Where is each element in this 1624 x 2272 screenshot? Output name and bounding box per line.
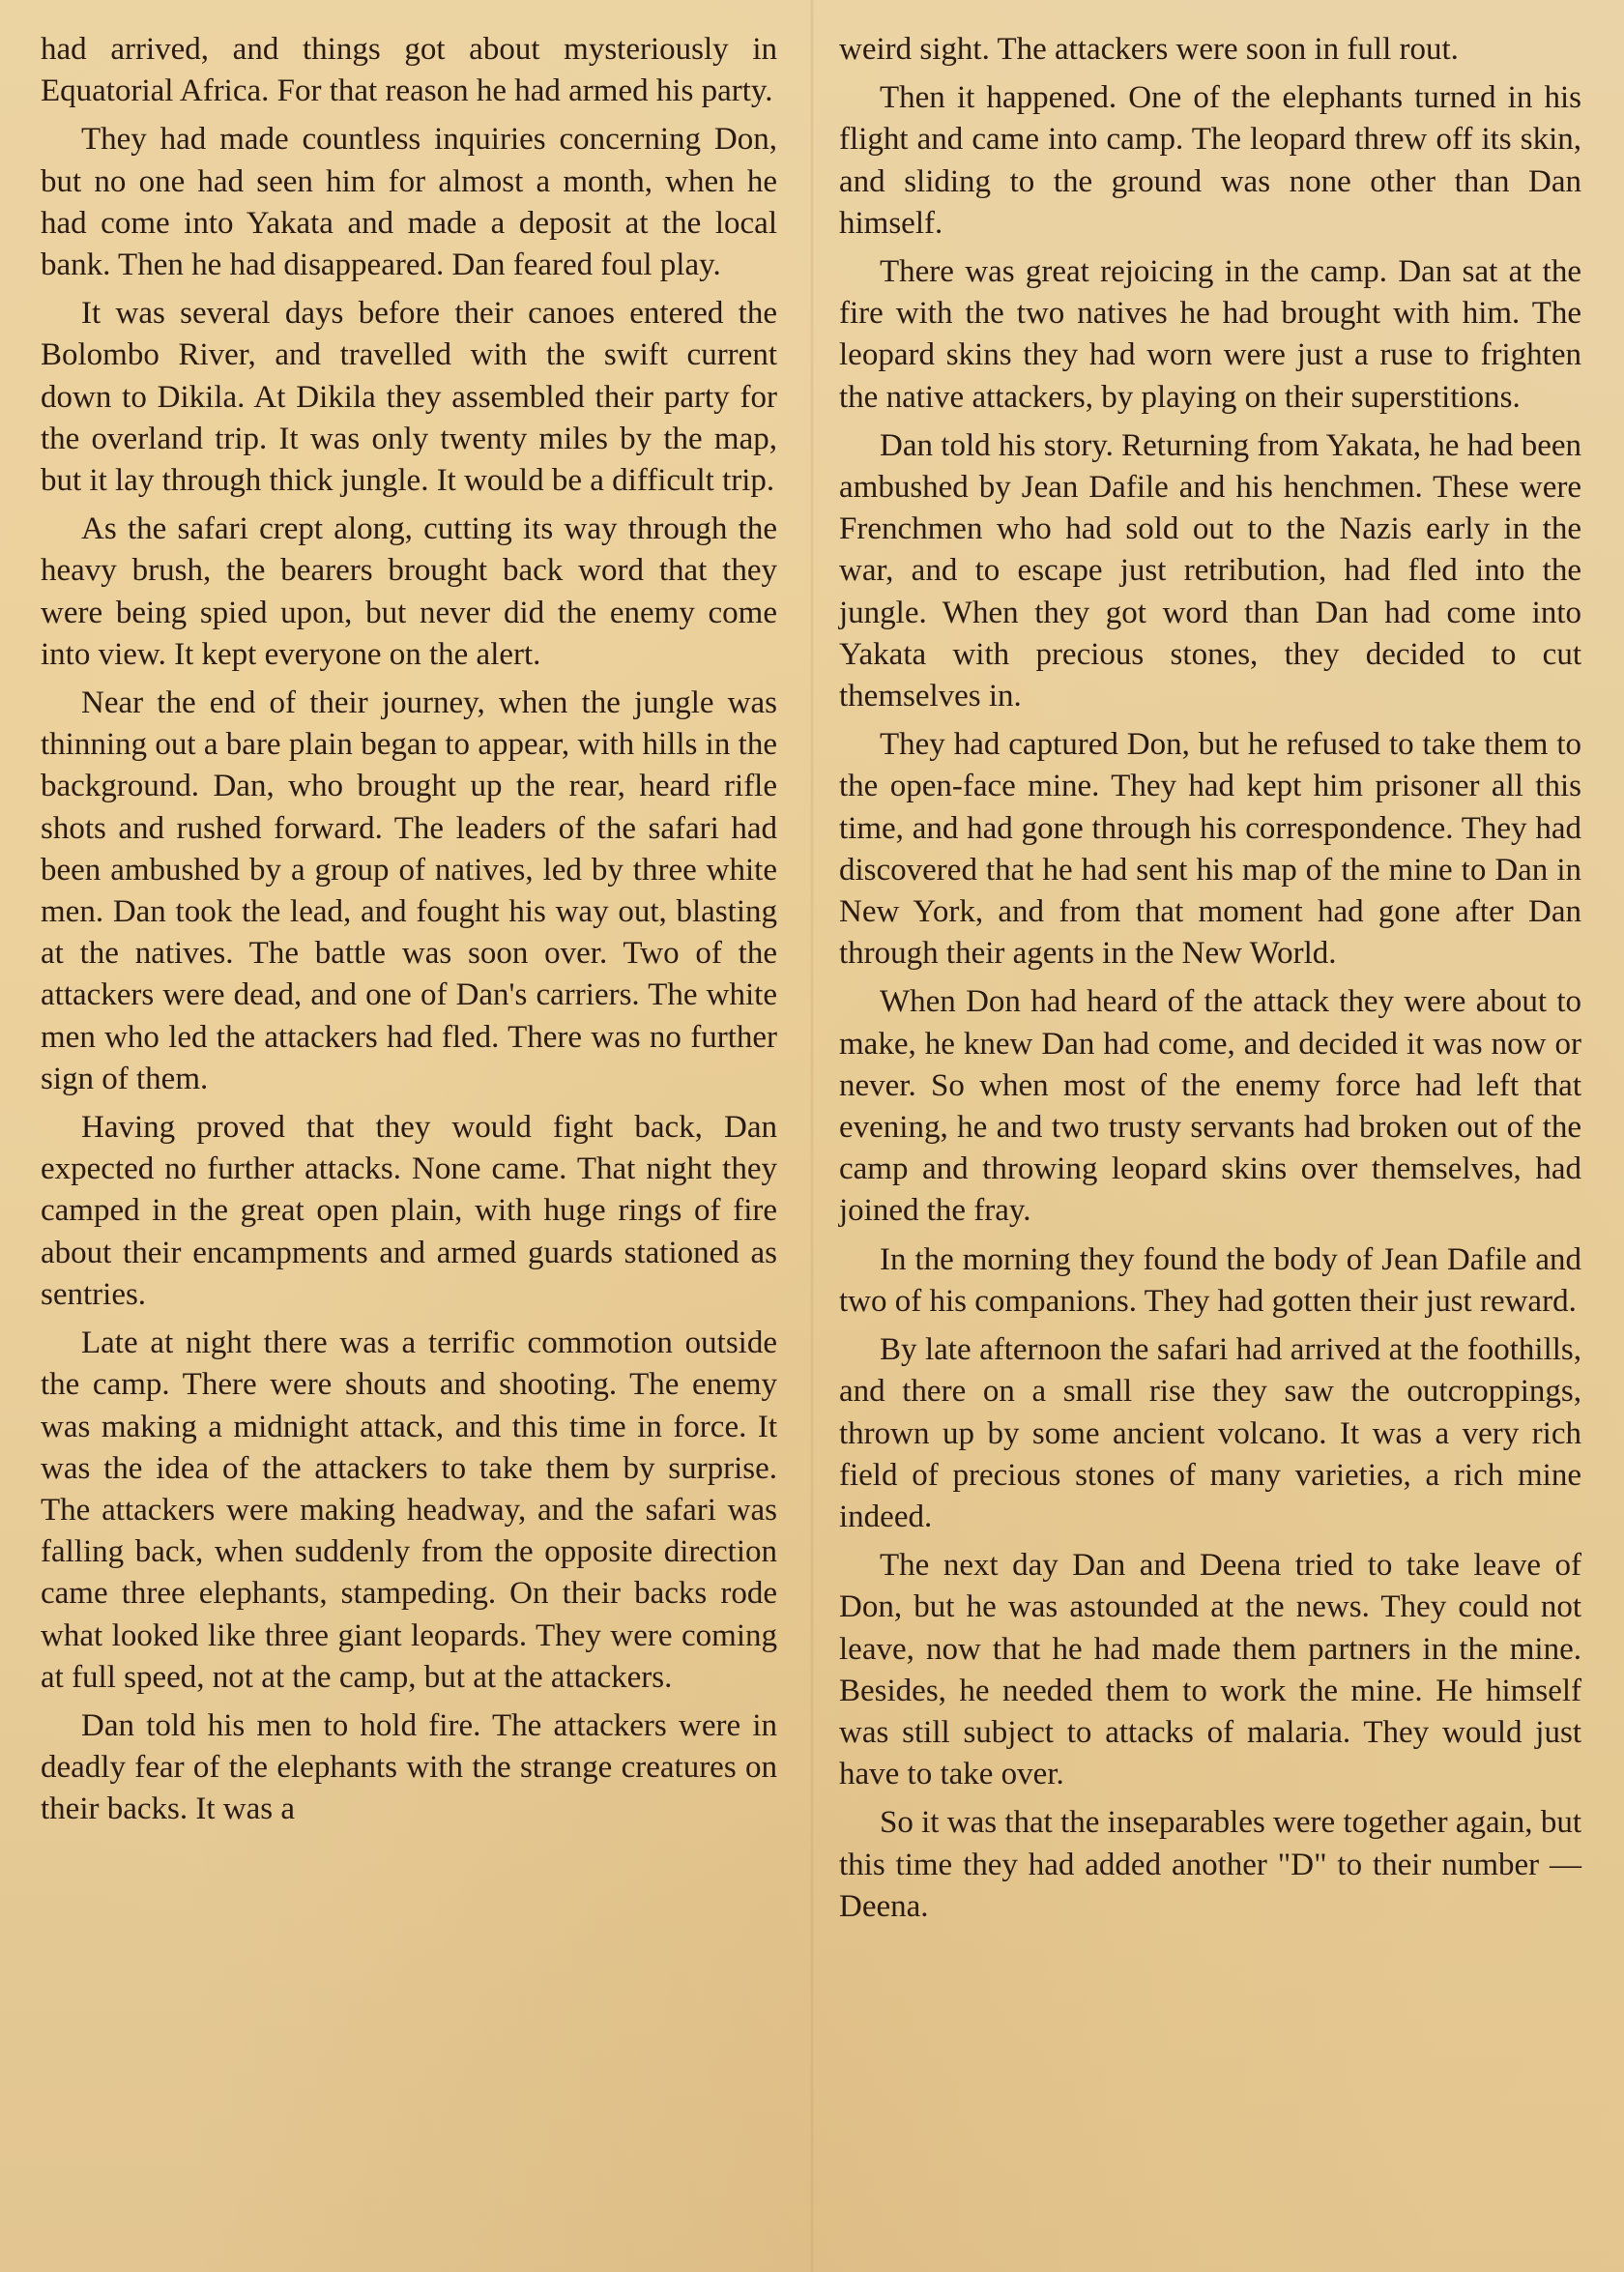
paragraph: Near the end of their journey, when the jungle was thinning out a bare plain began to appear, with hills in the background. Dan, who brought up the rear, heard rifle shots and rushed forward. The leaders of the safari had been ambushed by a group of natives, led by three white men. Dan took the lead, and fought his way out, blasting at the natives. The battle was soon over. Two of the attackers were dead, and one of Dan's carriers. The white men who led the attackers had fled. There was no further sign of them. (41, 685, 777, 1096)
column-fold-shadow (810, 0, 814, 2272)
paragraph: When Don had heard of the attack they were about to make, he knew Dan had come, and decided it was now or never. So when most of the enemy force had left that evening, he and two trusty servants had broken out of the camp and throwing leopard skins over themselves, had joined the fray. (839, 984, 1581, 1229)
paragraph: They had made countless inquiries concerning Don, but no one had seen him for almost a month, when he had come into Yakata and made a deposit at the local bank. Then he had disappeared. Dan feared foul play. (41, 122, 777, 283)
left-text-column (41, 29, 777, 1838)
paragraph: weird sight. The attackers were soon in full rout. (839, 32, 1459, 67)
paragraph: The next day Dan and Deena tried to take leave of Don, but he was astounded at the news. They could not leave, now that he had made them partners in the mine. Besides, he needed them to work the mine. He himself was still subject to attacks of malaria. They would just have to take over. (839, 1548, 1581, 1792)
paragraph: So it was that the inseparables were together again, but this time they had added another "D" to their number — Deena. (839, 1805, 1581, 1924)
right-text-column (839, 29, 1581, 1935)
paragraph: As the safari crept along, cutting its way through the heavy brush, the bearers brought back word that they were being spied upon, but never did the enemy come into view. It kept everyone on the alert. (41, 511, 777, 672)
paragraph: Dan told his men to hold fire. The attackers were in deadly fear of the elephants with the strange creatures on their backs. It was a (41, 1707, 777, 1827)
paragraph: Late at night there was a terrific commotion outside the camp. There were shouts and shooting. The enemy was making a midnight attack, and this time in force. It was the idea of the attackers to take them by surprise. The attackers were making headway, and the safari was falling back, when suddenly from the opposite direction came three elephants, stampeding. On their backs rode what looked like three giant leopards. They were coming at full speed, not at the camp, but at the attackers. (41, 1325, 777, 1695)
paragraph: They had captured Don, but he refused to take them to the open-face mine. They had kept him prisoner all this time, and had gone through his correspondence. They had discovered that he had sent his map of the mine to Dan in New York, and from that moment had gone after Dan through their agents in the New World. (839, 727, 1581, 972)
paragraph: Then it happened. One of the elephants turned in his flight and came into camp. The leopard threw off its skin, and sliding to the ground was none other than Dan himself. (839, 80, 1581, 241)
paragraph: By late afternoon the safari had arrived at the foothills, and there on a small rise they saw the outcroppings, thrown up by some ancient volcano. It was a very rich field of precious stones of many varieties, a rich mine indeed. (839, 1332, 1581, 1534)
paragraph: Dan told his story. Returning from Yakata, he had been ambushed by Jean Dafile and his henchmen. These were Frenchmen who had sold out to the Nazis early in the war, and to escape just retribution, had fled into the jungle. When they got word than Dan had come into Yakata with precious stones, they decided to cut themselves in. (839, 427, 1581, 714)
paragraph: There was great rejoicing in the camp. Dan sat at the fire with the two natives he had brought with him. The leopard skins they had worn were just a ruse to frighten the native attackers, by playing on their superstitions. (839, 254, 1581, 415)
paragraph: It was several days before their canoes entered the Bolombo River, and travelled with the swift current down to Dikila. At Dikila they assembled their party for the overland trip. It was only twenty miles by the map, but it lay through thick jungle. It would be a difficult trip. (41, 296, 777, 499)
paragraph: In the morning they found the body of Jean Dafile and two of his companions. They had gotten their just reward. (839, 1241, 1581, 1319)
paragraph: had arrived, and things got about mysteriously in Equatorial Africa. For that reason he had armed his party. (41, 32, 777, 109)
paragraph: Having proved that they would fight back, Dan expected no further attacks. None came. That night they camped in the great open plain, with huge rings of fire about their encampments and armed guards stationed as sentries. (41, 1110, 777, 1312)
